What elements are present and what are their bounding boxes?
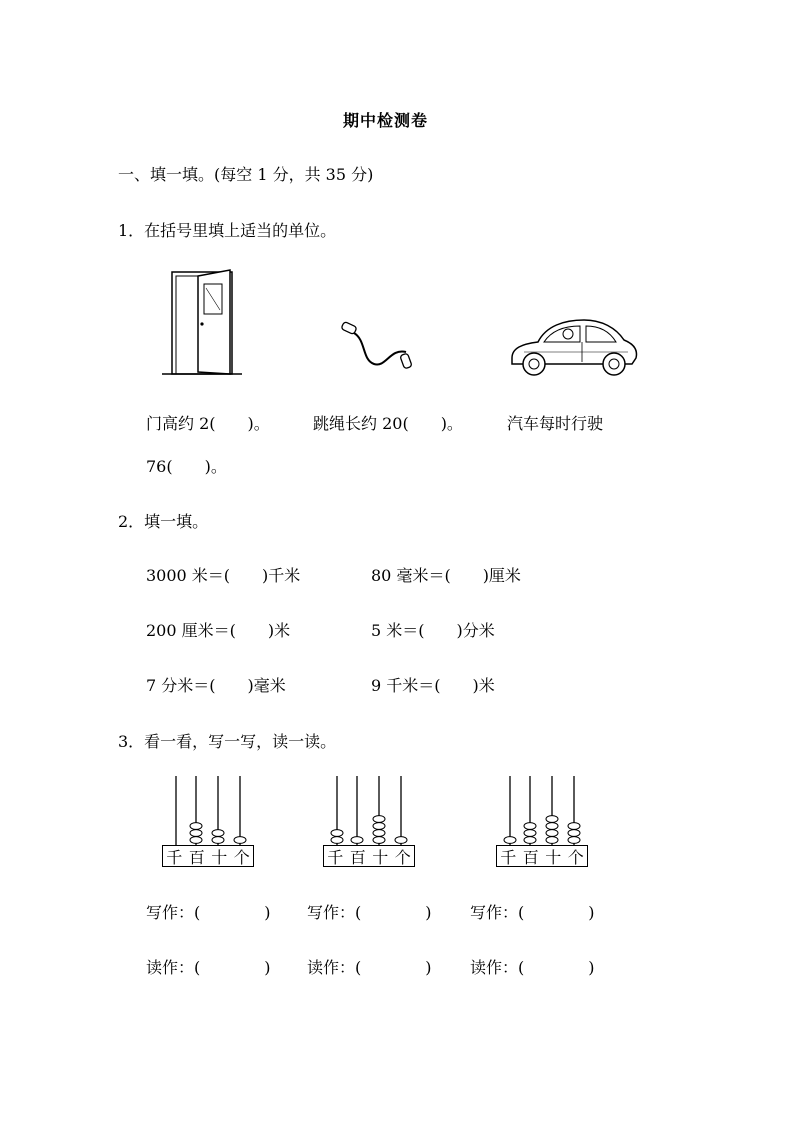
label-ones: 个 (567, 847, 584, 867)
read-answer-3: 读作：( ) (470, 958, 595, 977)
q2-row2-right: 5 米＝( )分米 (371, 621, 495, 640)
abacus-1-label (162, 845, 254, 867)
label-tens: 十 (211, 847, 228, 867)
label-thousands: 千 (166, 847, 183, 867)
q1-continuation: 76( )。 (146, 457, 227, 476)
abacus-bead (546, 837, 558, 844)
q2-row1-left: 3000 米＝( )千米 (146, 566, 301, 585)
abacus-bead (351, 837, 363, 844)
write-answer-3: 写作：( ) (470, 903, 595, 922)
q1-item-door: 门高约 2( )。 (146, 414, 270, 433)
label-tens: 十 (372, 847, 389, 867)
question-1-prompt: 1．在括号里填上适当的单位。 (118, 221, 337, 240)
abacus-bead (373, 837, 385, 844)
question-3-prompt: 3．看一看，写一写，读一读。 (118, 732, 337, 751)
q2-row2-left: 200 厘米＝( )米 (146, 621, 291, 640)
door-icon (160, 268, 248, 378)
abacus-bead (546, 823, 558, 830)
abacus-bead (524, 830, 536, 837)
abacus-bead (524, 837, 536, 844)
section-heading: 一、填一填。(每空 1 分，共 35 分) (118, 165, 374, 184)
abacus-bead (212, 830, 224, 837)
abacus-bead (190, 837, 202, 844)
abacus-bead (373, 816, 385, 823)
q1-item-car: 汽车每时行驶 (507, 414, 604, 433)
abacus-3-label (496, 845, 588, 867)
label-thousands: 千 (327, 847, 344, 867)
abacus-1 (162, 776, 254, 846)
q1-item-rope: 跳绳长约 20( )。 (313, 414, 463, 433)
abacus-2-label (323, 845, 415, 867)
write-answer-1: 写作：( ) (146, 903, 271, 922)
write-answer-2: 写作：( ) (307, 903, 432, 922)
label-tens: 十 (545, 847, 562, 867)
abacus-bead (373, 823, 385, 830)
abacus-bead (395, 837, 407, 844)
q2-row3-right: 9 千米＝( )米 (371, 676, 495, 695)
abacus-bead (373, 830, 385, 837)
abacus-3 (496, 776, 588, 846)
jump-rope-icon (336, 318, 424, 378)
q2-row1-right: 80 毫米＝( )厘米 (371, 566, 521, 585)
label-ones: 个 (394, 847, 411, 867)
label-hundreds: 百 (349, 847, 366, 867)
abacus-bead (234, 837, 246, 844)
label-ones: 个 (233, 847, 250, 867)
question-2-prompt: 2．填一填。 (118, 512, 209, 531)
abacus-bead (212, 837, 224, 844)
abacus-bead (568, 830, 580, 837)
label-hundreds: 百 (188, 847, 205, 867)
abacus-bead (568, 823, 580, 830)
abacus-bead (568, 837, 580, 844)
abacus-bead (331, 837, 343, 844)
car-icon (504, 312, 640, 382)
read-answer-2: 读作：( ) (307, 958, 432, 977)
abacus-bead (546, 830, 558, 837)
label-hundreds: 百 (522, 847, 539, 867)
label-thousands: 千 (500, 847, 517, 867)
abacus-bead (546, 816, 558, 823)
abacus-bead (331, 830, 343, 837)
page-title: 期中检测卷 (343, 111, 429, 130)
read-answer-1: 读作：( ) (146, 958, 271, 977)
abacus-bead (504, 837, 516, 844)
q2-row3-left: 7 分米＝( )毫米 (146, 676, 286, 695)
abacus-bead (190, 823, 202, 830)
abacus-2 (323, 776, 415, 846)
abacus-bead (524, 823, 536, 830)
abacus-bead (190, 830, 202, 837)
